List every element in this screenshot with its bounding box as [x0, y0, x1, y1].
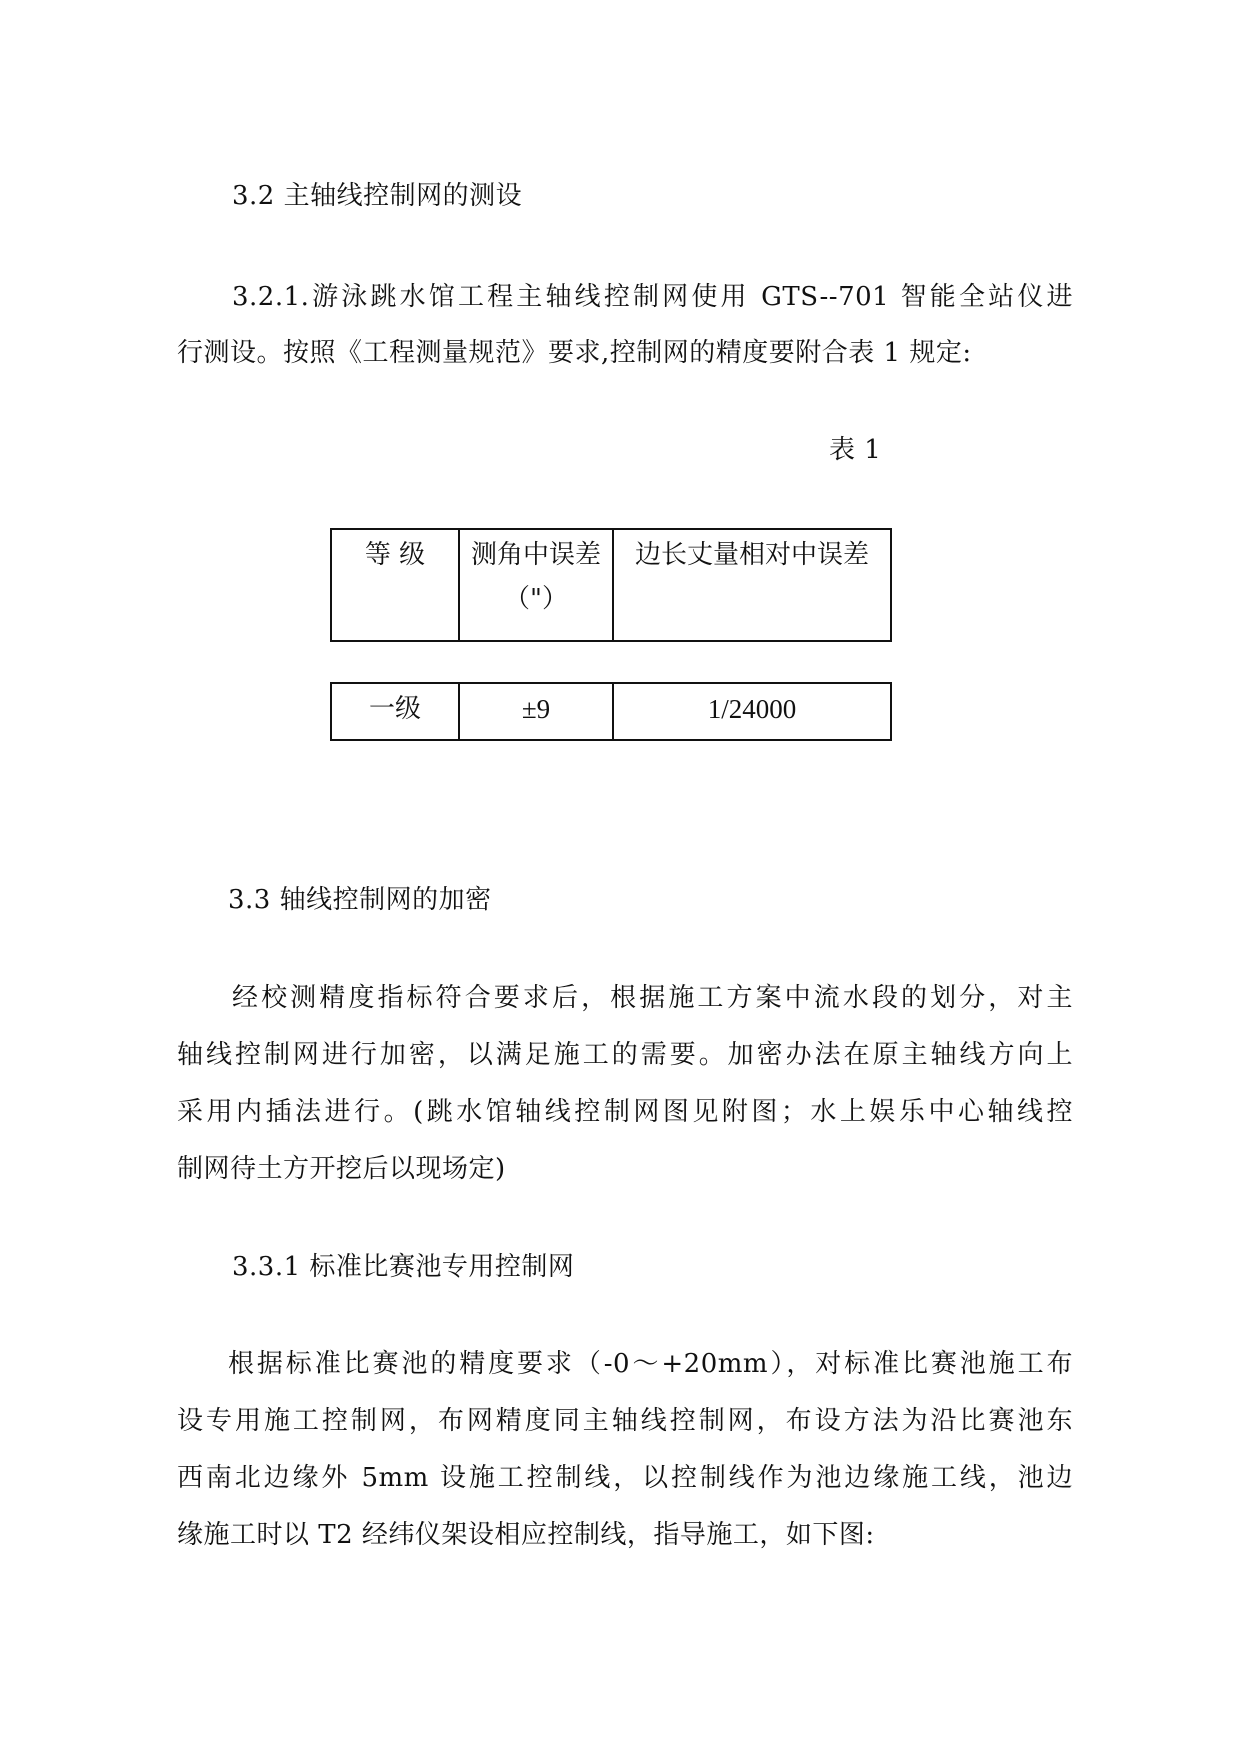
row-cell-angle-error: ±9: [459, 683, 613, 740]
section-3-3-heading: 3.3 轴线控制网的加密: [228, 885, 492, 915]
section-3-3-1-paragraph-line-2: 设专用施工控制网，布网精度同主轴线控制网，布设方法为沿比赛池东: [177, 1406, 1073, 1436]
section-3-3-paragraph-line-3: 采用内插法进行。(跳水馆轴线控制网图见附图；水上娱乐中心轴线控: [177, 1097, 1073, 1127]
header-cell-grade: 等 级: [331, 529, 459, 641]
table-1-row-1: [330, 682, 892, 741]
section-3-3-paragraph-line-4: 制网待土方开挖后以现场定): [177, 1154, 506, 1184]
row-cell-side-error: 1/24000: [613, 683, 891, 740]
angle-unit: （"）: [504, 584, 568, 614]
header-cell-angle-error: 测角中误差 （"）: [459, 529, 613, 641]
table-1-caption: 表 1: [829, 435, 882, 465]
header-cell-side-error: 边长丈量相对中误差: [613, 529, 891, 641]
section-3-3-paragraph-line-2: 轴线控制网进行加密，以满足施工的需要。加密办法在原主轴线方向上: [177, 1040, 1073, 1070]
table-1-header: [330, 528, 892, 642]
section-3-3-1-heading: 3.3.1 标准比赛池专用控制网: [232, 1252, 575, 1282]
section-3-2-paragraph-line-1: 3.2.1.游泳跳水馆工程主轴线控制网使用 GTS--701 智能全站仪进: [232, 282, 1073, 312]
row-cell-grade: 一级: [331, 683, 459, 740]
section-3-3-paragraph-line-1: 经校测精度指标符合要求后，根据施工方案中流水段的划分，对主: [232, 983, 1073, 1013]
section-3-2-paragraph-line-2: 行测设。按照《工程测量规范》要求,控制网的精度要附合表 1 规定:: [177, 338, 972, 368]
section-3-2-heading: 3.2 主轴线控制网的测设: [232, 181, 523, 211]
section-3-3-1-paragraph-line-4: 缘施工时以 T2 经纬仪架设相应控制线，指导施工，如下图:: [177, 1520, 875, 1550]
section-3-3-1-paragraph-line-3: 西南北边缘外 5mm 设施工控制线，以控制线作为池边缘施工线，池边: [177, 1463, 1073, 1493]
section-3-3-1-paragraph-line-1: 根据标准比赛池的精度要求（-0～+20mm），对标准比赛池施工布: [228, 1349, 1073, 1379]
